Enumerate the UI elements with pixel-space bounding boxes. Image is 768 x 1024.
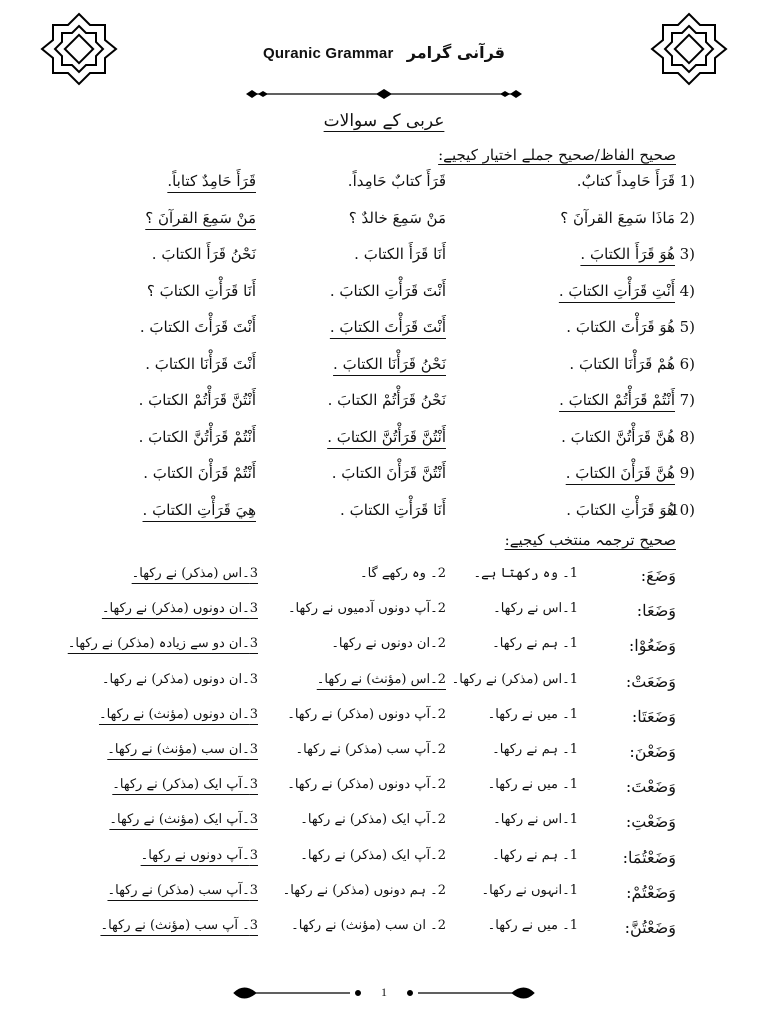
translation-option-2[interactable]: 2۔آپ ایک (مذکر) نے رکھا۔: [300, 812, 446, 828]
translation-row: [0, 883, 768, 919]
question-number: 3): [679, 245, 695, 263]
header-title-english: Quranic Grammar: [262, 45, 394, 62]
translation-row: [0, 636, 768, 672]
translation-row: [0, 742, 768, 778]
option-1[interactable]: هُوَ قَرَأْتِ الكتابَ .: [566, 500, 675, 519]
question-number: 5): [679, 318, 695, 336]
question-row: [0, 355, 768, 391]
translation-option-3[interactable]: 3۔ان دونوں (مذکر) نے رکھا۔: [101, 601, 258, 617]
translation-option-3[interactable]: 3۔ان دو سے زیادہ (مذکر) نے رکھا۔: [67, 636, 258, 652]
translation-row: [0, 566, 768, 602]
translation-option-1[interactable]: 1۔ ہم نے رکھا۔: [492, 742, 578, 757]
page-number: 1: [381, 985, 387, 999]
translation-option-3[interactable]: 3۔ آپ سب (مؤنث) نے رکھا۔: [100, 918, 258, 933]
translation-row: [0, 707, 768, 743]
option-2[interactable]: نَحْنُ قَرَأْنَا الكتابَ .: [333, 354, 446, 373]
arabic-word: وَضَعُوْا:: [628, 636, 676, 656]
arabic-word: وَضَعَتْ:: [625, 671, 676, 691]
question-row: [0, 391, 768, 427]
arabic-word: وَضَعَتَا:: [631, 706, 676, 726]
option-1[interactable]: قَرَأَ حَامِداً كتابٌ.: [576, 172, 675, 190]
translation-option-1[interactable]: 1۔ ہم نے رکھا۔: [492, 847, 578, 863]
option-1[interactable]: هُوَ قَرَأْتَ الكتابَ .: [566, 318, 675, 336]
option-1[interactable]: هُنَّ قَرَأْتُنَّ الكتابَ .: [561, 427, 675, 446]
translation-option-2[interactable]: 2۔ ان سب (مؤنث) نے رکھا۔: [291, 918, 446, 933]
option-3[interactable]: أَنَا قَرَأْتِ الكتابَ ؟: [146, 281, 256, 300]
instruction-choose: صحیح الفاظ/صحیح جملے اختیار کیجیے:: [438, 146, 676, 164]
translation-option-2[interactable]: 2۔ان دونوں نے رکھا۔: [331, 636, 446, 652]
arabic-word: وَضَعْتِ:: [625, 812, 676, 832]
translation-option-1[interactable]: 1۔ ہم نے رکھا۔: [492, 636, 578, 652]
option-3[interactable]: أَنْتُنَّ قَرَأْتُمْ الكتابَ .: [138, 391, 256, 409]
question-number: 2): [679, 208, 695, 227]
translation-option-2[interactable]: 2۔اس (مؤنث) نے رکھا۔: [316, 671, 446, 687]
question-row: [0, 464, 768, 500]
arabic-word: وَضَعْنَ:: [629, 742, 676, 761]
option-2[interactable]: أَنَا قَرَأَ الكتابَ .: [354, 245, 446, 263]
translation-option-2[interactable]: 2۔ وہ رکھے گا۔: [359, 566, 446, 581]
option-1[interactable]: أَنْتُمْ قَرَأْتُمْ الكتابَ .: [559, 391, 675, 409]
header-divider-icon: [0, 84, 768, 104]
option-1[interactable]: مَاذَا سَمِعَ القرآنَ ؟: [560, 208, 675, 227]
option-2[interactable]: نَحْنُ قَرَأْتُمْ الكتابَ .: [327, 391, 446, 409]
option-1[interactable]: أَنْتِ قَرَأْتِ الكتابَ .: [558, 281, 675, 300]
translation-option-3[interactable]: 3۔ان دونوں (مذکر) نے رکھا۔: [101, 671, 258, 687]
question-number: 1): [679, 172, 695, 190]
option-3[interactable]: أَنْتَ قَرَأْتَ الكتابَ .: [139, 318, 256, 336]
translation-option-2[interactable]: 2۔آپ دونوں آدمیوں نے رکھا۔: [287, 601, 446, 617]
option-2[interactable]: قَرَأَ كتابٌ حَامِداً.: [347, 172, 446, 190]
arabic-word: وَضَعْتُمْ:: [626, 882, 676, 902]
question-row: [0, 209, 768, 245]
translation-option-1[interactable]: 1۔اس نے رکھا۔: [493, 812, 578, 828]
translation-option-3[interactable]: 3۔آپ دونوں نے رکھا۔: [140, 847, 258, 863]
option-2[interactable]: أَنْتَ قَرَأْتِ الكتابَ .: [329, 281, 446, 300]
option-2[interactable]: أَنْتَ قَرَأْتَ الكتابَ .: [329, 318, 446, 336]
option-2[interactable]: أَنَا قَرَأْتِ الكتابَ .: [340, 500, 446, 519]
translation-option-1[interactable]: 1۔ میں نے رکھا۔: [487, 918, 578, 933]
question-row: [0, 245, 768, 281]
question-row: [0, 318, 768, 354]
option-3[interactable]: أَنْتُمْ قَرَأْنَ الكتابَ .: [143, 464, 256, 482]
header-title-urdu: قرآنی گرامر: [406, 43, 506, 62]
option-2[interactable]: أَنْتُنَّ قَرَأْنَ الكتابَ .: [331, 464, 446, 482]
option-1[interactable]: هُوَ قَرَأَ الكتابَ .: [580, 245, 675, 263]
option-2[interactable]: أَنْتُنَّ قَرَأْتُنَّ الكتابَ .: [327, 427, 446, 446]
question-row: [0, 428, 768, 464]
question-row: [0, 172, 768, 208]
question-number: 7): [679, 391, 695, 409]
option-1[interactable]: هُمْ قَرَأْنَا الكتابَ .: [569, 354, 675, 373]
translation-option-2[interactable]: 2۔آپ دونوں (مذکر) نے رکھا۔: [287, 706, 446, 722]
translation-option-2[interactable]: 2۔آپ سب (مذکر) نے رکھا۔: [295, 742, 446, 757]
question-number: 6): [679, 354, 695, 373]
translation-row: [0, 918, 768, 954]
translation-option-2[interactable]: 2۔آپ ایک (مذکر) نے رکھا۔: [300, 847, 446, 863]
option-1[interactable]: هُنَّ قَرَأْنَ الكتابَ .: [565, 464, 675, 482]
option-3[interactable]: نَحْنُ قَرَأَ الكتابَ .: [151, 245, 256, 263]
arabic-word: وَضَعْتُنَّ:: [624, 918, 676, 937]
arabic-word: وَضَعَ:: [640, 566, 676, 585]
option-3[interactable]: مَنْ سَمِعَ القرآنَ ؟: [145, 208, 256, 227]
translation-option-3[interactable]: 3۔آپ ایک (مؤنث) نے رکھا۔: [109, 812, 258, 828]
translation-option-1[interactable]: 1۔اس (مذکر) نے رکھا۔: [451, 671, 578, 687]
option-3[interactable]: قَرَأَ حَامِدٌ كتاباً.: [167, 172, 256, 190]
instruction-translate: صحیح ترجمہ منتخب کیجیے:: [504, 531, 676, 549]
translation-option-1[interactable]: 1۔انہوں نے رکھا۔: [481, 882, 578, 898]
question-number: 8): [679, 427, 695, 446]
arabic-word: وَضَعَا:: [636, 601, 676, 621]
translation-option-3[interactable]: 3۔اس (مذکر) نے رکھا۔: [131, 566, 258, 581]
translation-option-3[interactable]: 3۔آپ سب (مذکر) نے رکھا۔: [107, 882, 258, 898]
question-number: 9): [679, 464, 695, 482]
translation-row: [0, 601, 768, 637]
page-header: [0, 43, 768, 62]
translation-option-1[interactable]: 1۔ وہ رکھتا ہے۔: [473, 566, 578, 581]
section-title: عربی کے سوالات: [323, 111, 445, 131]
question-number: 10): [670, 500, 695, 519]
translation-option-3[interactable]: 3۔ان سب (مؤنث) نے رکھا۔: [107, 742, 258, 757]
translation-row: [0, 777, 768, 813]
translation-row: [0, 672, 768, 708]
arabic-word: وَضَعْتَ:: [625, 777, 676, 797]
translation-option-3[interactable]: 3۔آپ ایک (مذکر) نے رکھا۔: [112, 777, 258, 793]
translation-option-1[interactable]: 1۔ میں نے رکھا۔: [487, 706, 578, 722]
translation-option-3[interactable]: 3۔ان دونوں (مؤنث) نے رکھا۔: [98, 706, 258, 722]
arabic-word: وَضَعْتُمَا:: [622, 847, 676, 867]
translation-option-2[interactable]: 2۔ ہم دونوں (مذکر) نے رکھا۔: [282, 882, 446, 898]
translation-row: [0, 812, 768, 848]
option-2[interactable]: مَنْ سَمِعَ خالدٌ ؟: [348, 208, 446, 227]
question-row: [0, 282, 768, 318]
option-3[interactable]: هِيَ قَرَأْتِ الكتابَ .: [142, 500, 256, 519]
translation-row: [0, 848, 768, 884]
question-number: 4): [679, 281, 695, 300]
option-3[interactable]: أَنْتُمْ قَرَأْتُنَّ الكتابَ .: [138, 427, 256, 446]
option-3[interactable]: أَنْتَ قَرَأْنَا الكتابَ .: [145, 354, 256, 373]
translation-option-2[interactable]: 2۔آپ دونوں (مذکر) نے رکھا۔: [287, 777, 446, 793]
translation-option-1[interactable]: 1۔اس نے رکھا۔: [493, 601, 578, 617]
translation-option-1[interactable]: 1۔ میں نے رکھا۔: [487, 777, 578, 793]
